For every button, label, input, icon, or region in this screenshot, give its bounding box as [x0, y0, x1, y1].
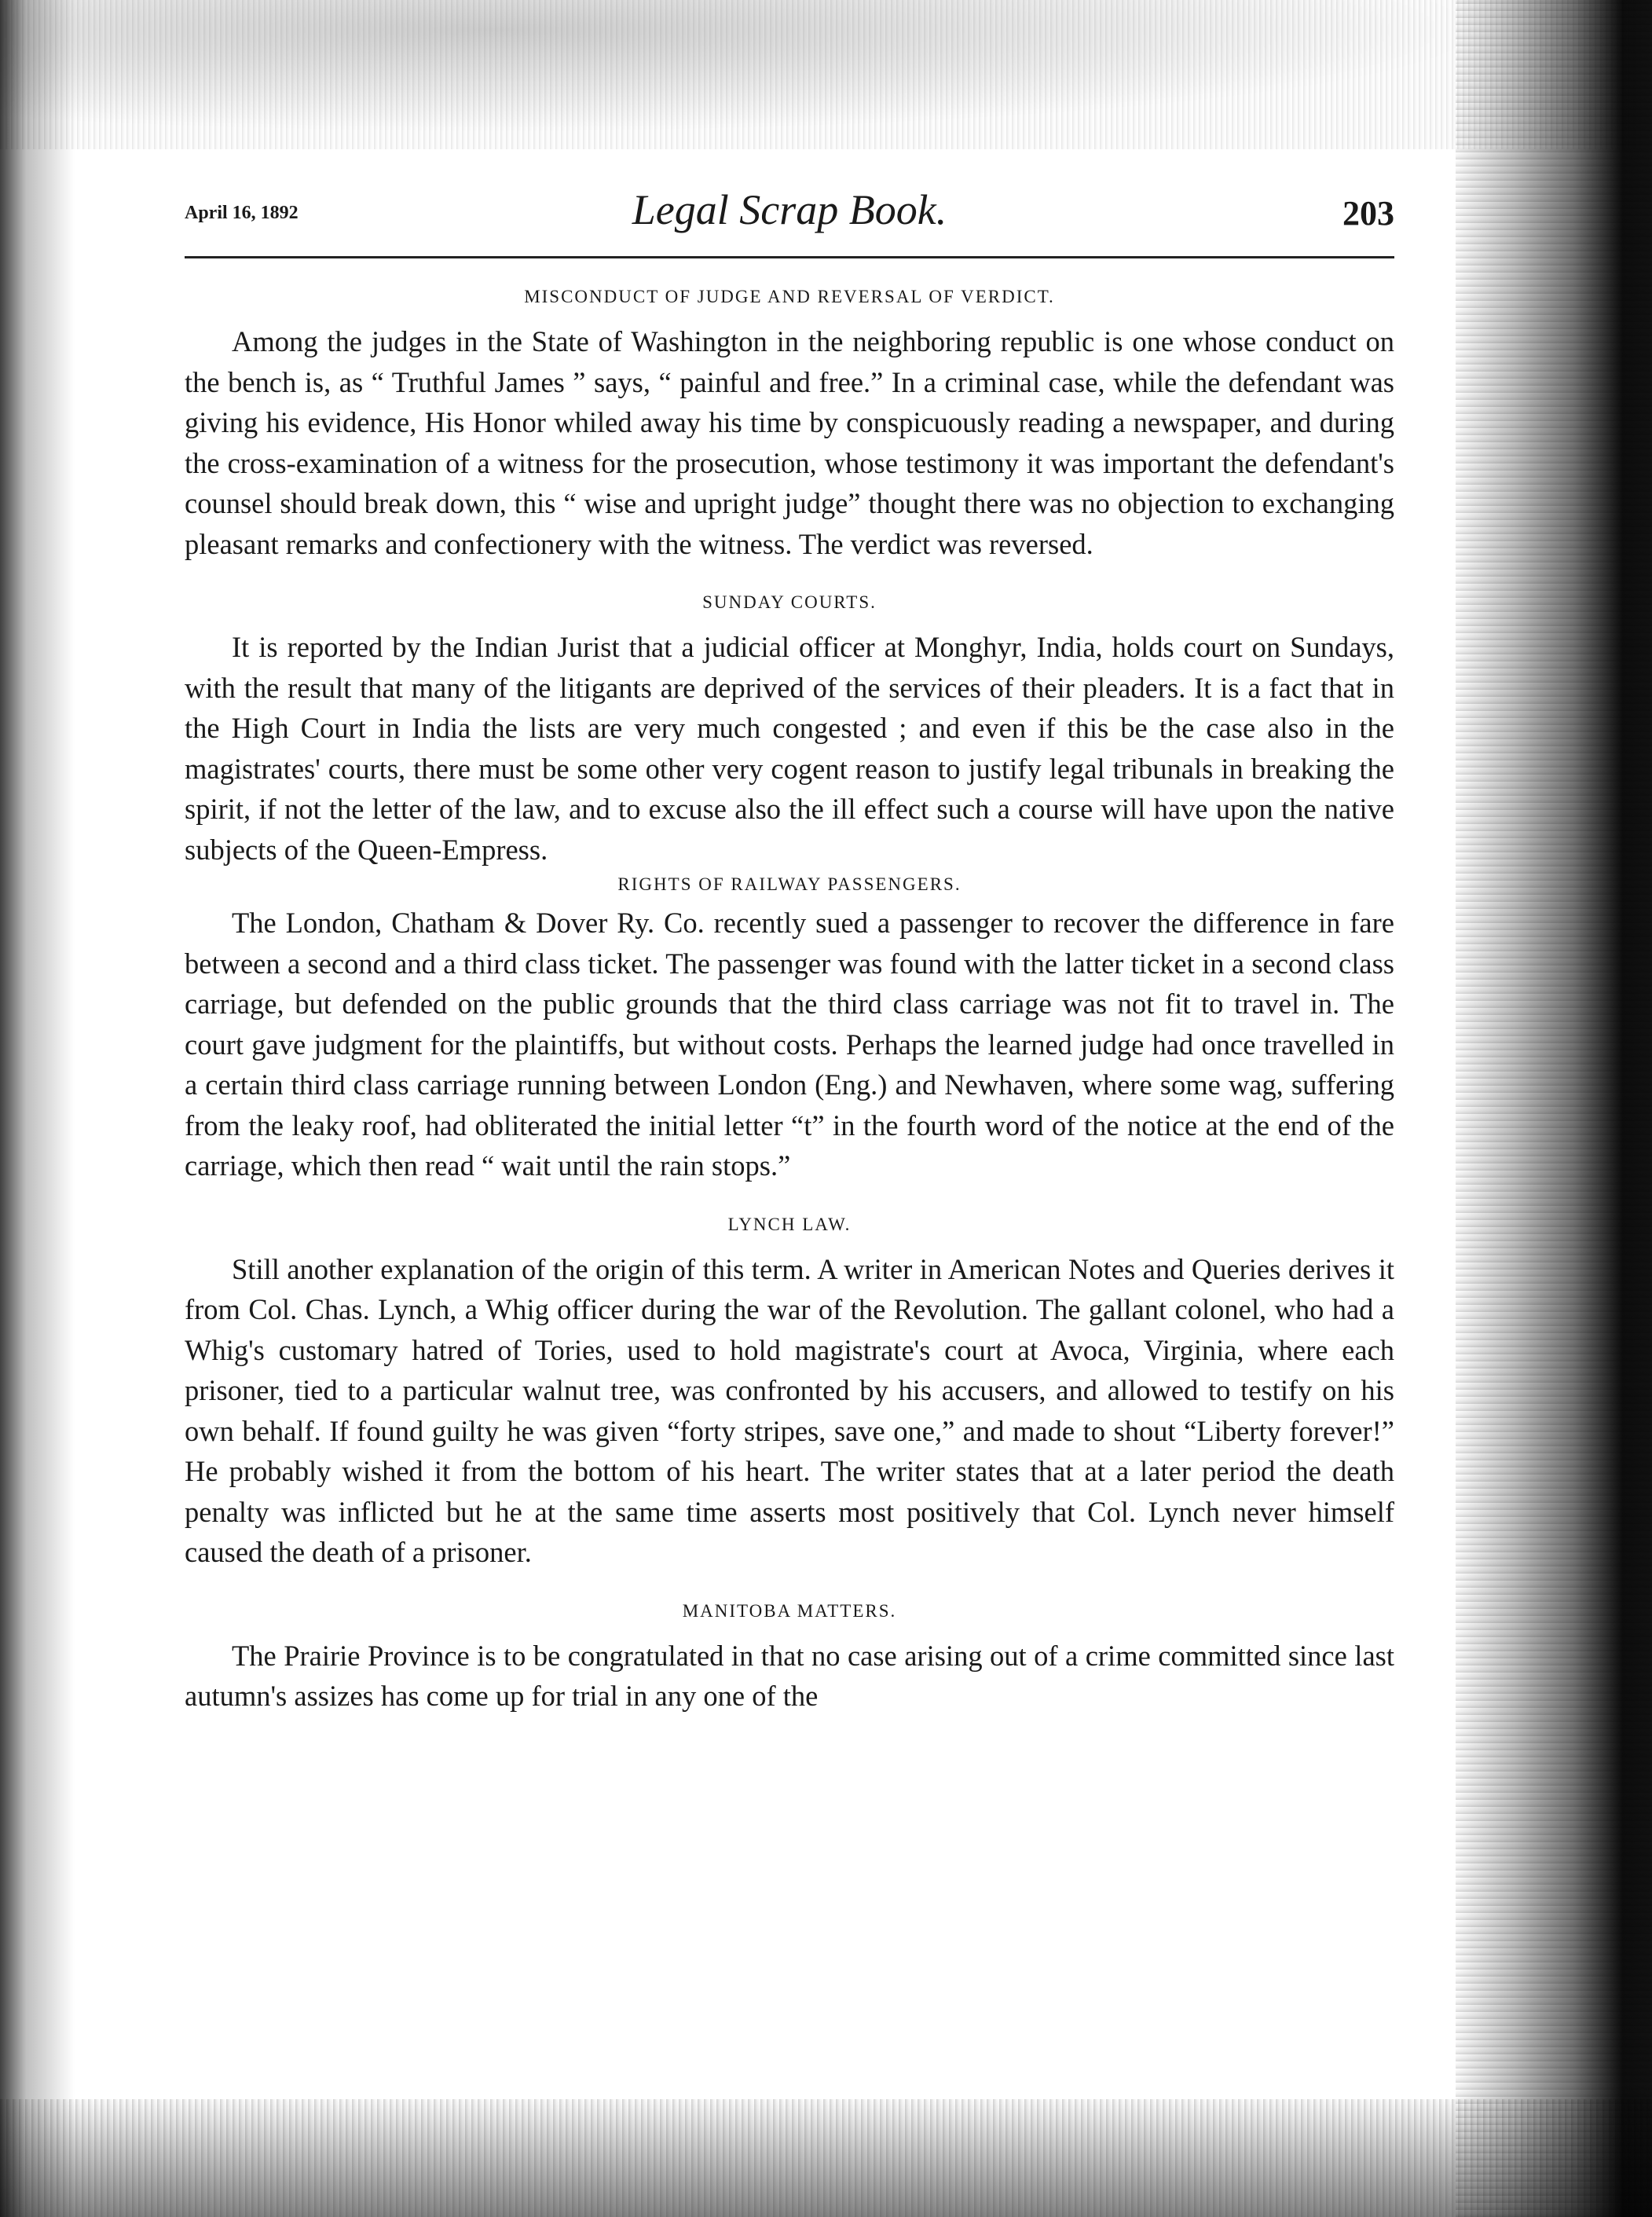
article-lynch-law	[185, 1215, 1394, 1573]
article-manitoba-matters	[185, 1601, 1394, 1717]
section-heading: SUNDAY COURTS.	[702, 592, 877, 612]
section-heading: MISCONDUCT OF JUDGE AND REVERSAL OF VERDICT.	[524, 287, 1055, 306]
running-head	[185, 173, 1394, 251]
section-body: The London, Chatham & Dover Ry. Co. recently sued a passenger to recover the difference in fare between a second and a third class ticket. The passenger was found with the latter ticket in a second class carriage, but defended on the public grounds that the third class carriage was not fit to travel in. The court gave judgment for the plaintiffs, but without costs. Perhaps the learned judge had once travelled in a certain third class carriage running between London (Eng.) and Newhaven, where some wag, suffering from the leaky roof, had obliterated the initial letter “t” in the fourth word of the notice at the end of the carriage, which then read “ wait until the rain stops.”	[185, 907, 1394, 1182]
section-heading: RIGHTS OF RAILWAY PASSENGERS.	[617, 874, 962, 894]
article-misconduct-of-judge	[185, 287, 1394, 564]
section-body: Among the judges in the State of Washington in the neighboring republic is one whose conduct on the bench is, as “ Truthful James ” says, “ painful and free.” In a criminal case, while the defendant was giving his evidence, His Honor whiled away his time by conspicuously reading a newspaper, and during the cross-examination of a witness for the prosecution, whose testimony it was important the defendant's counsel should break down, this “ wise and upright judge” thought there was no objection to exchanging pleasant remarks and confectionery with the witness. The verdict was reversed.	[185, 325, 1394, 560]
scan-shadow-right	[1456, 0, 1652, 2217]
issue-date: April 16, 1892	[185, 203, 299, 223]
section-heading: MANITOBA MATTERS.	[682, 1600, 897, 1621]
page	[185, 173, 1394, 1717]
section-body: It is reported by the Indian Jurist that a judicial officer at Monghyr, India, holds court on Sundays, with the result that many of the litigants are deprived of the services of their pleaders. It is a fact that in the High Court in India the lists are very much congested ; and even if this be the case also in the magistrates' courts, there must be some other very cogent reason to justify legal tribunals in breaking the spirit, if not the letter of the law, and to excuse also the ill effect such a course will have upon the native subjects of the Queen-Empress.	[185, 631, 1394, 866]
scan-shadow-left	[0, 0, 75, 2217]
scan-shadow-bottom	[0, 2099, 1652, 2217]
journal-title: Legal Scrap Book.	[632, 186, 947, 233]
scan-shadow-top	[0, 0, 1652, 149]
section-heading: LYNCH LAW.	[727, 1214, 852, 1234]
article-sunday-courts	[185, 592, 1394, 870]
section-body: Still another explanation of the origin of this term. A writer in American Notes and Queries derives it from Col. Chas. Lynch, a Whig officer during the war of the Revolution. The gallant colonel, who had a Whig's customary hatred of Tories, used to hold magistrate's court at Avoca, Virginia, where each prisoner, tied to a particular walnut tree, was confronted by his accusers, and allowed to testify on his own behalf. If found guilty he was given “forty stripes, save one,” and made to shout “Liberty forever!” He probably wished it from the bottom of his heart. The writer states that at a later period the death penalty was inflicted but he at the same time asserts most positively that Col. Lynch never himself caused the death of a prisoner.	[185, 1252, 1394, 1568]
header-rule	[185, 256, 1394, 258]
section-body: The Prairie Province is to be congratulated in that no case arising out of a crime committed since last autumn's assizes has come up for trial in any one of the	[185, 1639, 1394, 1712]
page-number: 203	[1342, 194, 1394, 233]
article-rights-of-railway-passengers	[185, 874, 1394, 1186]
